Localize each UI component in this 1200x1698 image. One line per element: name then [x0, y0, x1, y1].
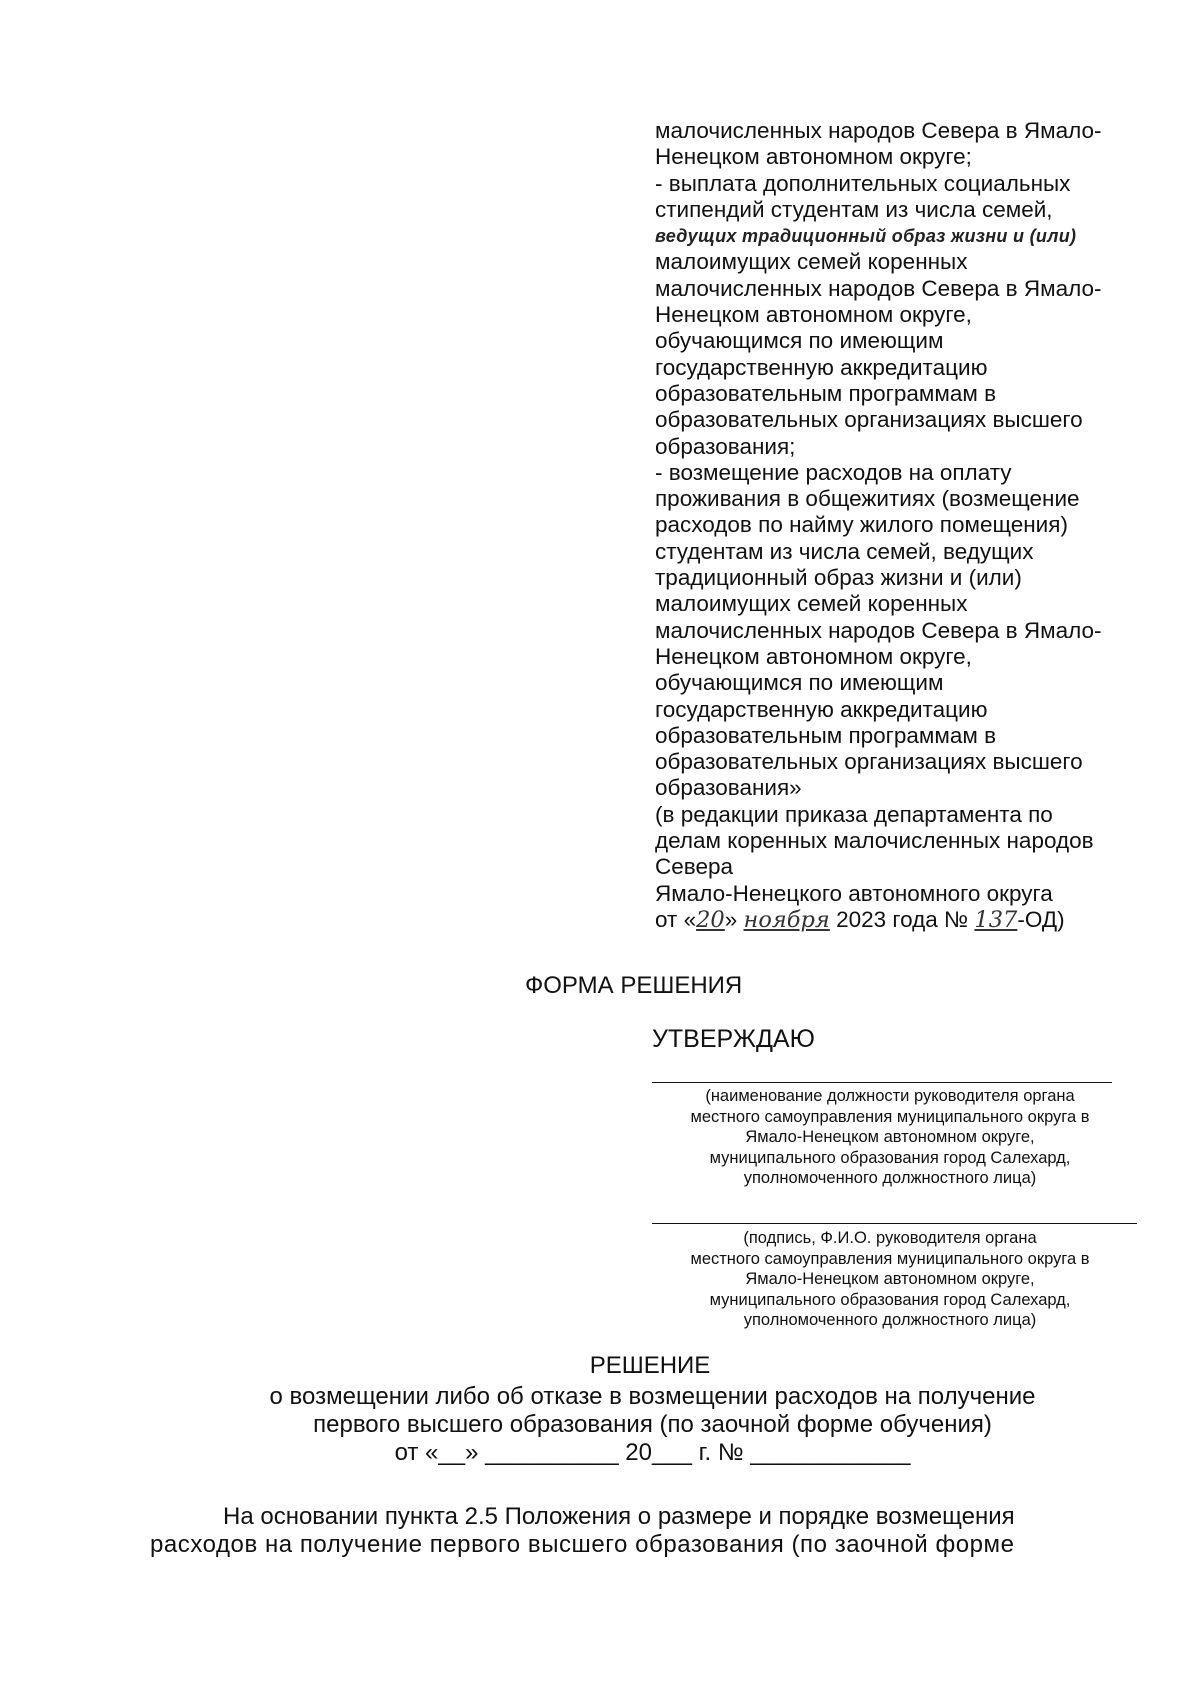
header-line: ведущих традиционный образ жизни и (или) — [655, 226, 1077, 247]
order-year-text: 2023 года № — [829, 906, 975, 932]
body-line: На основании пункта 2.5 Положения о размере и порядке возмещения — [223, 1503, 1015, 1530]
caption-line: уполномоченного должностного лица) — [743, 1169, 1037, 1187]
header-line: - выплата дополнительных социальных — [655, 170, 1071, 196]
body-paragraph — [150, 1503, 1150, 1559]
header-line: образовательных организациях высшего — [655, 749, 1083, 775]
header-line: Ямало-Ненецкого автономного округа — [655, 880, 1053, 906]
header-line: Ненецком автономном округе; — [655, 144, 972, 170]
approve-heading: УТВЕРЖДАЮ — [652, 1025, 815, 1053]
header-line: малоимущих семей коренных — [655, 591, 968, 617]
header-line: обучающимся по имеющим — [655, 670, 944, 696]
decision-date-line: от «__» __________ 20___ г. № ____________ — [394, 1439, 911, 1466]
header-line: (в редакции приказа департамента по — [655, 801, 1053, 827]
caption-line: уполномоченного должностного лица) — [743, 1311, 1037, 1329]
header-line: малочисленных народов Севера в Ямало- — [655, 118, 1102, 143]
order-date-line — [655, 907, 1155, 933]
caption-line: Ямало-Ненецком автономном округе, — [745, 1270, 1035, 1288]
body-line: расходов на получение первого высшего образования (по заочной форме — [150, 1531, 1015, 1558]
header-line: делам коренных малочисленных народов — [655, 828, 1094, 854]
decision-title: РЕШЕНИЕ — [589, 1352, 711, 1379]
caption-line: местного самоуправления муниципального округа в — [690, 1107, 1090, 1126]
caption-line: муниципального образования город Салехард, — [709, 1148, 1071, 1167]
caption-line: (наименование должности руководителя органа — [705, 1087, 1075, 1105]
position-caption — [650, 1086, 1130, 1189]
caption-line: муниципального образования город Салехард, — [709, 1290, 1071, 1309]
header-line: малочисленных народов Севера в Ямало- — [655, 617, 1102, 643]
header-line: малочисленных народов Севера в Ямало- — [655, 275, 1102, 301]
header-line: образования» — [655, 775, 802, 801]
order-date-mid: » — [724, 906, 744, 932]
decision-subtitle-line: о возмещении либо об отказе в возмещении расходов на получение — [269, 1383, 1036, 1410]
header-line: студентам из числа семей, ведущих — [655, 538, 1034, 564]
header-line: образовательным программам в — [655, 380, 997, 406]
caption-line: местного самоуправления муниципального округа в — [690, 1249, 1090, 1268]
amendment-reference-block — [655, 118, 1155, 933]
header-line: образовательным программам в — [655, 722, 997, 748]
caption-line: Ямало-Ненецком автономном округе, — [745, 1128, 1035, 1146]
decision-subtitle-line: первого высшего образования (по заочной форме обучения) — [313, 1411, 992, 1438]
position-signature-line — [652, 1082, 1112, 1083]
header-line: стипендий студентам из числа семей, — [655, 196, 1053, 222]
caption-line: (подпись, Ф.И.О. руководителя органа — [743, 1229, 1037, 1247]
header-line: обучающимся по имеющим — [655, 328, 944, 354]
signature-caption — [650, 1228, 1130, 1331]
header-line: образовательных организациях высшего — [655, 407, 1083, 433]
form-title: ФОРМА РЕШЕНИЯ — [525, 972, 743, 999]
header-line: государственную аккредитацию — [655, 354, 988, 380]
header-line: образования; — [655, 433, 796, 459]
header-line: традиционный образ жизни и (или) — [655, 565, 1022, 591]
header-line: Ненецком автономном округе, — [655, 643, 972, 669]
order-date-prefix: от « — [655, 906, 697, 932]
handwritten-day: 20 — [696, 906, 725, 933]
order-number-suffix: -ОД) — [1017, 906, 1065, 932]
header-line: Ненецком автономном округе, — [655, 302, 972, 328]
header-line: малоимущих семей коренных — [655, 249, 968, 275]
header-line: государственную аккредитацию — [655, 696, 988, 722]
header-line: проживания в общежитиях (возмещение — [655, 486, 1080, 512]
handwritten-number: 137 — [974, 906, 1018, 933]
handwritten-month: ноября — [743, 906, 830, 933]
decision-subtitle — [0, 1383, 1200, 1467]
header-line: Севера — [655, 854, 734, 880]
header-line: - возмещение расходов на оплату — [655, 459, 1012, 485]
name-signature-line — [652, 1223, 1137, 1224]
header-line: расходов по найму жилого помещения) — [655, 512, 1068, 538]
